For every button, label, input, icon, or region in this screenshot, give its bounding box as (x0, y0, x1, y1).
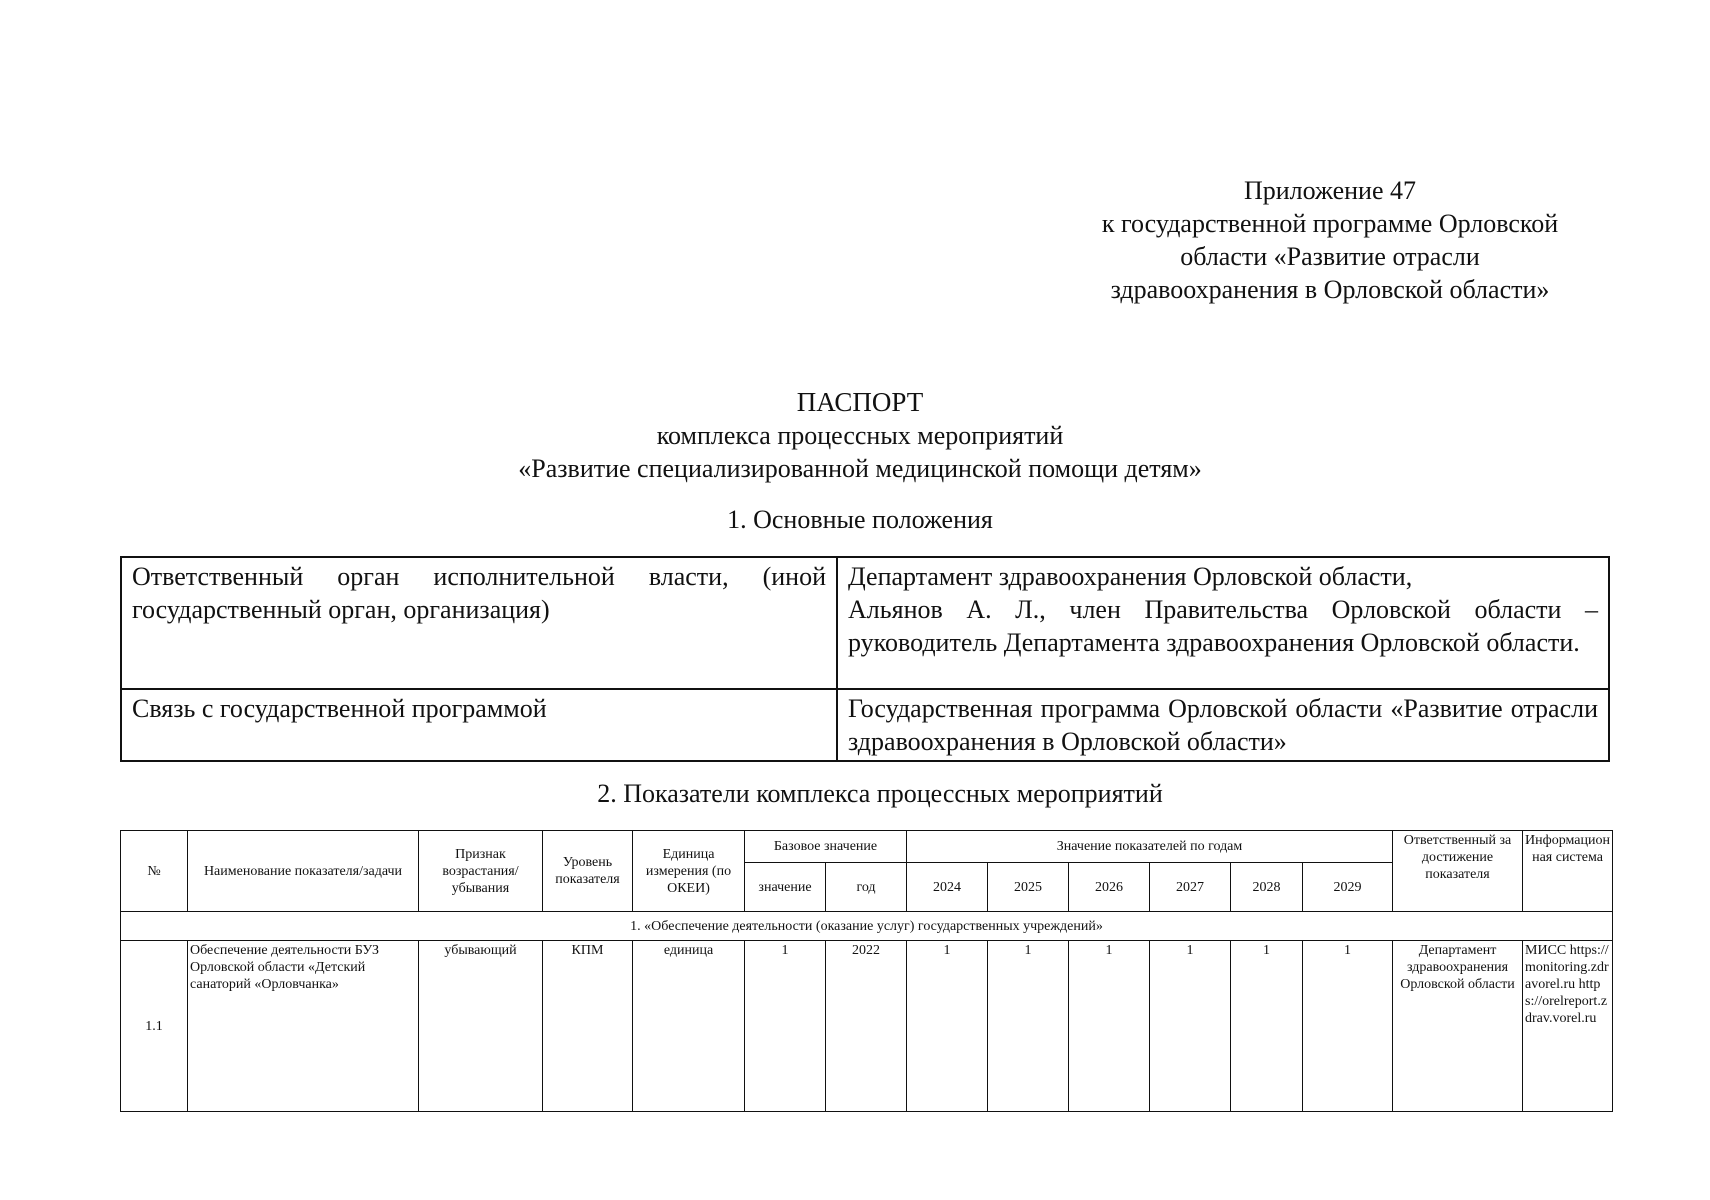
appendix-line-4: здравоохранения в Орловской области» (1110, 275, 1550, 304)
appendix-header (1060, 174, 1600, 306)
header-name: Наименование показателя/задачи (188, 831, 419, 912)
appendix-line-2: к государственной программе Орловской (1101, 209, 1559, 238)
header-base-year: год (826, 863, 907, 912)
provisions-row (121, 689, 1609, 761)
row-value-2026: 1 (1069, 941, 1150, 1112)
appendix-line-3: области «Развитие отрасли (1180, 242, 1480, 271)
row-base-value: 1 (745, 941, 826, 1112)
section-2-heading: 2. Показатели комплекса процессных мероприятий (597, 779, 1163, 808)
header-unit: Единица измерения (по ОКЕИ) (633, 831, 745, 912)
header-year-2024: 2024 (907, 863, 988, 912)
row-base-year: 2022 (826, 941, 907, 1112)
section-1-heading: 1. Основные положения (727, 505, 993, 534)
header-year-2029: 2029 (1303, 863, 1393, 912)
row-unit: единица (633, 941, 745, 1112)
responsible-authority-line-2: Альянов А. Л., член Правительства Орловской области – руководитель Департамента здравоохранения Орловской области. (848, 595, 1598, 657)
row-sign: убывающий (419, 941, 543, 1112)
row-value-2029: 1 (1303, 941, 1393, 1112)
header-year-2028: 2028 (1231, 863, 1303, 912)
row-value-2024: 1 (907, 941, 988, 1112)
header-year-2027: 2027 (1150, 863, 1231, 912)
responsible-authority-value (837, 557, 1609, 689)
passport-subtitle-1: комплекса процессных мероприятий (656, 421, 1064, 450)
program-link-value: Государственная программа Орловской области «Развитие отрасли здравоохранения в Орловской области» (837, 689, 1609, 761)
header-num: № (121, 831, 188, 912)
header-level: Уровень показателя (543, 831, 633, 912)
header-year-2026: 2026 (1069, 863, 1150, 912)
main-provisions-table (120, 556, 1610, 762)
responsible-authority-label: Ответственный орган исполнительной власти, (иной государственный орган, организация) (121, 557, 837, 689)
provisions-row (121, 557, 1609, 689)
indicators-table (120, 830, 1613, 1112)
program-link-label: Связь с государственной программой (121, 689, 837, 761)
row-info-system: МИСС https://monitoring.zdravorel.ru https://orelreport.zdrav.vorel.ru (1523, 941, 1613, 1112)
header-info-system: Информационная система (1523, 831, 1613, 912)
row-name: Обеспечение деятельности БУЗ Орловской области «Детский санаторий «Орловчанка» (188, 941, 419, 1112)
passport-subtitle-2: «Развитие специализированной медицинской помощи детям» (518, 454, 1202, 483)
row-value-2028: 1 (1231, 941, 1303, 1112)
header-responsible: Ответственный за достижение показателя (1393, 831, 1523, 912)
header-base-value: значение (745, 863, 826, 912)
row-num: 1.1 (121, 941, 188, 1112)
appendix-line-1: Приложение 47 (1243, 176, 1417, 205)
group-row (121, 912, 1613, 941)
header-base: Базовое значение (745, 831, 907, 863)
responsible-authority-line-1: Департамент здравоохранения Орловской области, (848, 562, 1413, 591)
passport-heading (0, 386, 1710, 485)
header-years-group: Значение показателей по годам (907, 831, 1393, 863)
header-year-2025: 2025 (988, 863, 1069, 912)
table-row (121, 941, 1613, 1112)
group-row-label: 1. «Обеспечение деятельности (оказание услуг) государственных учреждений» (121, 912, 1613, 941)
table-header-row (121, 831, 1613, 863)
passport-title: ПАСПОРТ (796, 387, 924, 417)
row-responsible: Департамент здравоохранения Орловской области (1393, 941, 1523, 1112)
row-value-2027: 1 (1150, 941, 1231, 1112)
row-level: КПМ (543, 941, 633, 1112)
row-value-2025: 1 (988, 941, 1069, 1112)
header-sign: Признак возрастания/ убывания (419, 831, 543, 912)
